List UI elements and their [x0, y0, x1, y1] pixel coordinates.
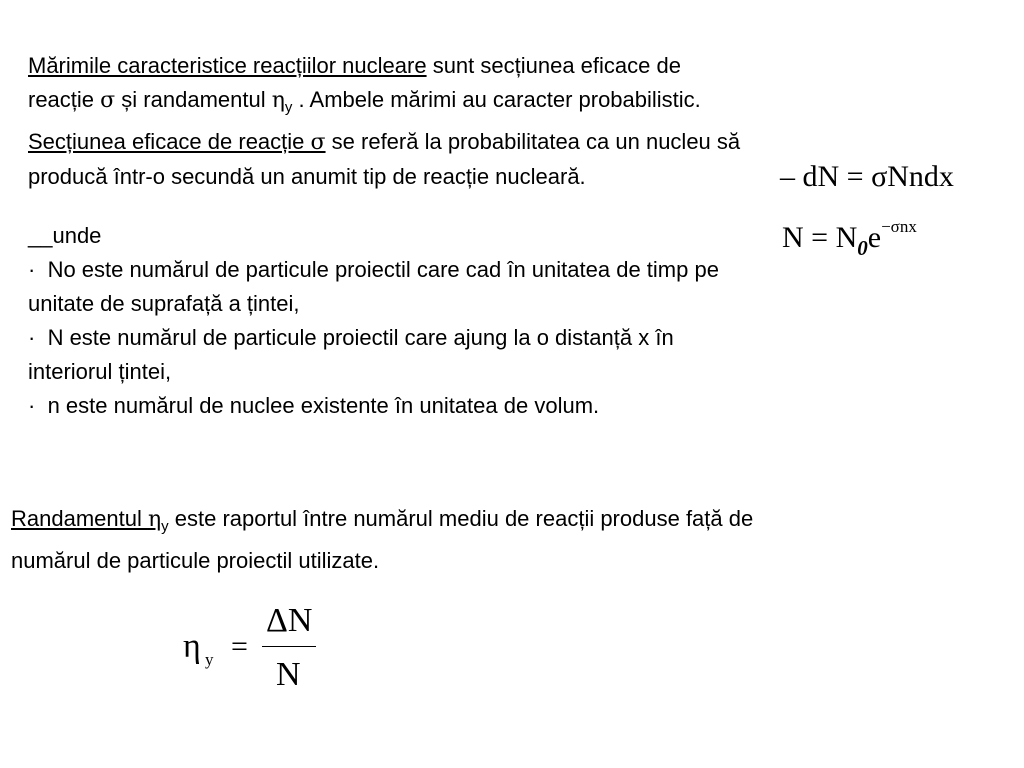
list-item-continuation: interiorul țintei,	[28, 359, 172, 384]
line-3	[28, 125, 740, 160]
heading-nuclear-reaction-quantities: Mărimile caracteristice reacțiilor nucleare	[28, 53, 427, 78]
list-item	[28, 389, 719, 423]
line-1	[28, 49, 740, 83]
eq-exponent: −σnx	[881, 217, 917, 236]
bullet: ·	[28, 393, 36, 418]
equals-sign: =	[231, 630, 248, 663]
text: N este numărul de particule proiectil care ajung la o distanță x în	[47, 325, 674, 350]
bullet: ·	[28, 325, 36, 350]
definitions-list	[28, 219, 719, 423]
paragraph-definitions	[28, 49, 740, 194]
equation-exponential	[782, 218, 917, 259]
fraction-numerator: ΔN	[266, 602, 313, 639]
line-2	[28, 83, 740, 125]
text: se referă la probabilitatea ca un nucleu să	[325, 129, 741, 154]
equation-differential: – dN = σNndx	[780, 160, 954, 193]
unde-label: __unde	[28, 223, 102, 248]
line-1	[11, 502, 753, 544]
text: No este numărul de particule proiectil care cad în unitatea de timp pe	[47, 257, 719, 282]
eta-symbol: η	[271, 88, 285, 113]
heading-cross-section: Secțiunea eficace de reacție σ	[28, 129, 326, 155]
eta-symbol: η	[183, 628, 201, 665]
bullet: ·	[28, 257, 36, 282]
eta-subscript: y	[205, 650, 214, 669]
text: n este numărul de nuclee existente în unitatea de volum.	[47, 393, 600, 418]
list-item-continuation: unitate de suprafață a țintei,	[28, 291, 300, 316]
heading-yield: Randamentul $\eta_y$	[11, 506, 169, 535]
yield-formula	[178, 600, 328, 700]
line-4: producă într-o secundă un anumit tip de reacție nucleară.	[28, 164, 586, 189]
fraction-denominator: N	[276, 656, 301, 693]
text: sunt secțiunea eficace de	[426, 53, 681, 78]
eta-subscript: y	[284, 99, 293, 116]
text: este raportul între numărul mediu de reacții produse față de	[168, 506, 754, 531]
eq-e: e	[867, 221, 882, 254]
paragraph-yield	[11, 502, 753, 578]
fraction-bar	[262, 646, 316, 647]
eq-text: N = N	[782, 221, 858, 254]
eq-zero-subscript: 0	[857, 236, 868, 260]
text: reacție	[28, 87, 101, 112]
text: . Ambele mărimi au caracter probabilistic.	[292, 87, 701, 112]
text: și randamentul	[115, 87, 272, 112]
list-item	[28, 321, 719, 355]
sigma-symbol: σ	[100, 88, 116, 113]
list-item	[28, 253, 719, 287]
line-2: numărul de particule proiectil utilizate.	[11, 548, 380, 573]
